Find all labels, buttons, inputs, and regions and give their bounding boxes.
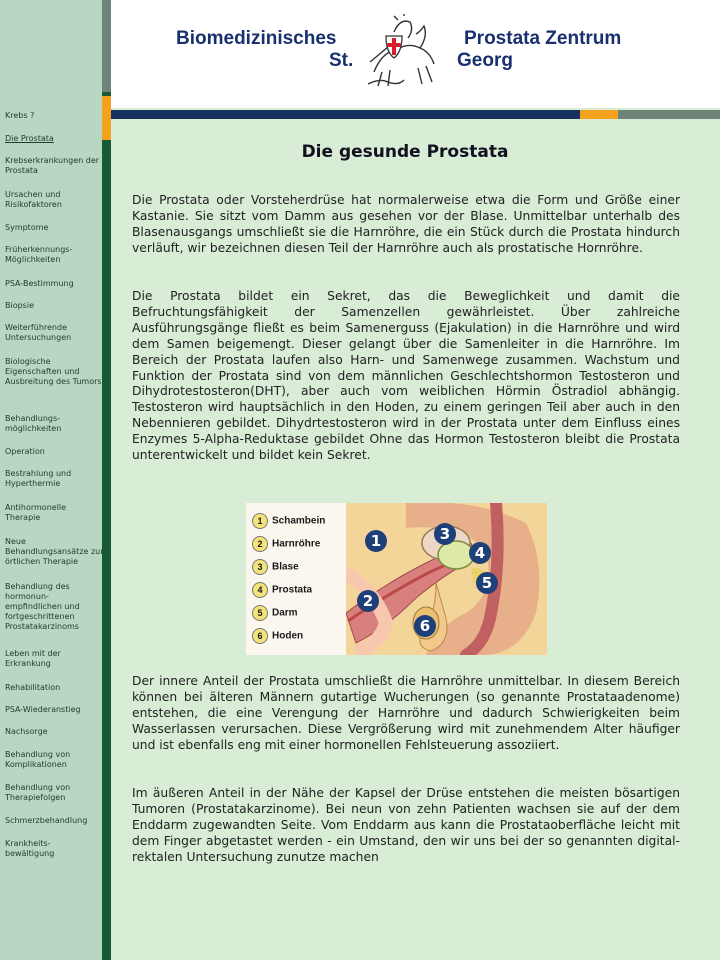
legend-item: 1 Schambein xyxy=(252,513,325,529)
nav-krebs[interactable]: Krebs ? xyxy=(5,111,35,120)
title-georg: Georg xyxy=(457,50,513,71)
nav-symptome[interactable]: Symptome xyxy=(5,223,49,232)
nav-operation[interactable]: Operation xyxy=(5,447,45,456)
legend-item: 5 Darm xyxy=(252,605,298,621)
header-bar-orange xyxy=(580,110,618,119)
legend-item: 4 Prostata xyxy=(252,582,312,598)
legend-item: 6 Hoden xyxy=(252,628,303,644)
prostata-anatomy-figure xyxy=(246,503,547,655)
st-georg-emblem-icon xyxy=(364,12,442,90)
paragraph-1: Die Prostata oder Vorsteherdrüse hat normalerweise etwa die Form und Größe einer Kastanie. Sie sitzt vom Damm aus gesehen vor der Blase. Unmittelbar unterhalb des Blasenausgangs umschließt sie die Harnröhre, die ein Stück durch die Prostata hindurch verläuft, wir bezeichnen diesen Teil der Harnröhre auch als prostatische Hornröhre. xyxy=(132,193,680,255)
nav-die-prostata[interactable]: Die Prostata xyxy=(5,134,54,143)
title-prostata-zentrum: Prostata Zentrum xyxy=(464,28,622,49)
anatomy-marker: 6 xyxy=(414,615,436,637)
nav-leben-mit[interactable]: Leben mit der Erkrankung xyxy=(5,649,61,668)
nav-psa-bestimmung[interactable]: PSA-Bestimmung xyxy=(5,279,74,288)
anatomy-marker: 1 xyxy=(365,530,387,552)
nav-krebserkrankungen[interactable]: Krebserkrankungen der Prostata xyxy=(5,156,100,175)
nav-bestrahlung[interactable]: Bestrahlung und Hyperthermie xyxy=(5,469,72,488)
nav-komplikationen[interactable]: Behandlung von Komplikationen xyxy=(5,750,71,769)
title-biomedizinisches: Biomedizinisches xyxy=(176,28,337,49)
nav-therapiefolgen[interactable]: Behandlung von Therapiefolgen xyxy=(5,783,71,802)
nav-schmerzbehandlung[interactable]: Schmerzbehandlung xyxy=(5,816,88,825)
nav-nachsorge[interactable]: Nachsorge xyxy=(5,727,48,736)
nav-neue-ansaetze[interactable]: Neue Behandlungsansätze zur örtlichen Therapie xyxy=(5,537,104,566)
nav-psa-wiederanstieg[interactable]: PSA-Wiederanstieg xyxy=(5,705,81,714)
paragraph-2: Die Prostata bildet ein Sekret, das die Beweglichkeit und damit die Befruchtungsfähigkeit der Samenzellen gewährleistet. Über zahlreiche Ausführungsgänge fließt es beim Samenerguss (Ejakulation) in die Harnröhre und wird dem Samen beigemengt. Dieser gelangt über die Samenleiter in die Harnröhre. Im Bereich der Prostata laufen also Harn- und Samenwege zusammen. Wachstum und Funktion der Prostata sind von dem männlichen Geschlechtshormon Testosteron und Dihydrotestosteron(DHT), aber auch vom weiblichen Hörmin Östradiol abhängig. Testosteron wird hauptsächlich in den Hoden, zu einem geringen Teil aber auch in den Nebennieren gebildet. Dihydrtestosteron wird in der Prostata unter dem Einfluss eines Enzymes 5-Alpha-Reduktase gebildet Ohne das Hormon Testosteron bleibt die Prostata unterentwickelt und bildet kein Sekret. xyxy=(132,289,680,463)
stripe-grey-block xyxy=(102,0,111,92)
header-bar-navy xyxy=(111,110,580,119)
header-bar-grey xyxy=(618,110,720,119)
anatomy-marker: 3 xyxy=(434,523,456,545)
nav-rehabilitation[interactable]: Rehabilitation xyxy=(5,683,61,692)
nav-hormonunempfindlich[interactable]: Behandlung des hormonun-empfindlichen und fortgeschrittenen Prostatakarzinoms xyxy=(5,582,80,631)
nav-ursachen[interactable]: Ursachen und Risikofaktoren xyxy=(5,190,62,209)
anatomy-marker: 5 xyxy=(476,572,498,594)
page-title: Die gesunde Prostata xyxy=(301,142,509,162)
paragraph-4: Im äußeren Anteil in der Nähe der Kapsel der Drüse entstehen die meisten bösartigen Tumoren (Prostatakarzinome). Bei neun von zehn Patienten wachsen sie auf der dem Enddarm zugewandten Seite. Vom Enddarm aus kann die Prostataoberfläche leicht mit dem Finger abgetastet werden - ein Umstand, den wir uns bei der so genannten digital-rektalen Untersuchung zunutze machen xyxy=(132,786,680,864)
nav-antihormonelle[interactable]: Antihormonelle Therapie xyxy=(5,503,67,522)
nav-biologische[interactable]: Biologische Eigenschaften und Ausbreitung des Tumors xyxy=(5,357,102,386)
anatomy-marker: 2 xyxy=(357,590,379,612)
nav-frueherkennung[interactable]: Früherkennungs-Möglichkeiten xyxy=(5,245,73,264)
paragraph-3: Der innere Anteil der Prostata umschließt die Harnröhre unmittelbar. In diesem Bereich können bei älteren Männern gutartige Wucherungen (so genannte Prostataadenome) entstehen, die eine Verengung der Harnröhre und dadurch Schwierigkeiten beim Wasserlassen verursachen. Diese Vergrößerung wird mit zunehmendem Alter häufiger und ist ebenfalls eng mit einer hormonellen Fehlsteuerung assoziiert. xyxy=(132,674,680,752)
legend-item: 2 Harnröhre xyxy=(252,536,320,552)
nav-biopsie[interactable]: Biopsie xyxy=(5,301,34,310)
nav-krankheitsbewaeltigung[interactable]: Krankheits-bewältigung xyxy=(5,839,55,858)
title-st: St. xyxy=(329,50,354,71)
legend-item: 3 Blase xyxy=(252,559,299,575)
nav-behandlungsmoeglichkeiten[interactable]: Behandlungs-möglichkeiten xyxy=(5,414,62,433)
anatomy-marker: 4 xyxy=(469,542,491,564)
header-color-bar xyxy=(111,110,720,119)
nav-weiterfuehrende[interactable]: Weiterführende Untersuchungen xyxy=(5,323,72,342)
